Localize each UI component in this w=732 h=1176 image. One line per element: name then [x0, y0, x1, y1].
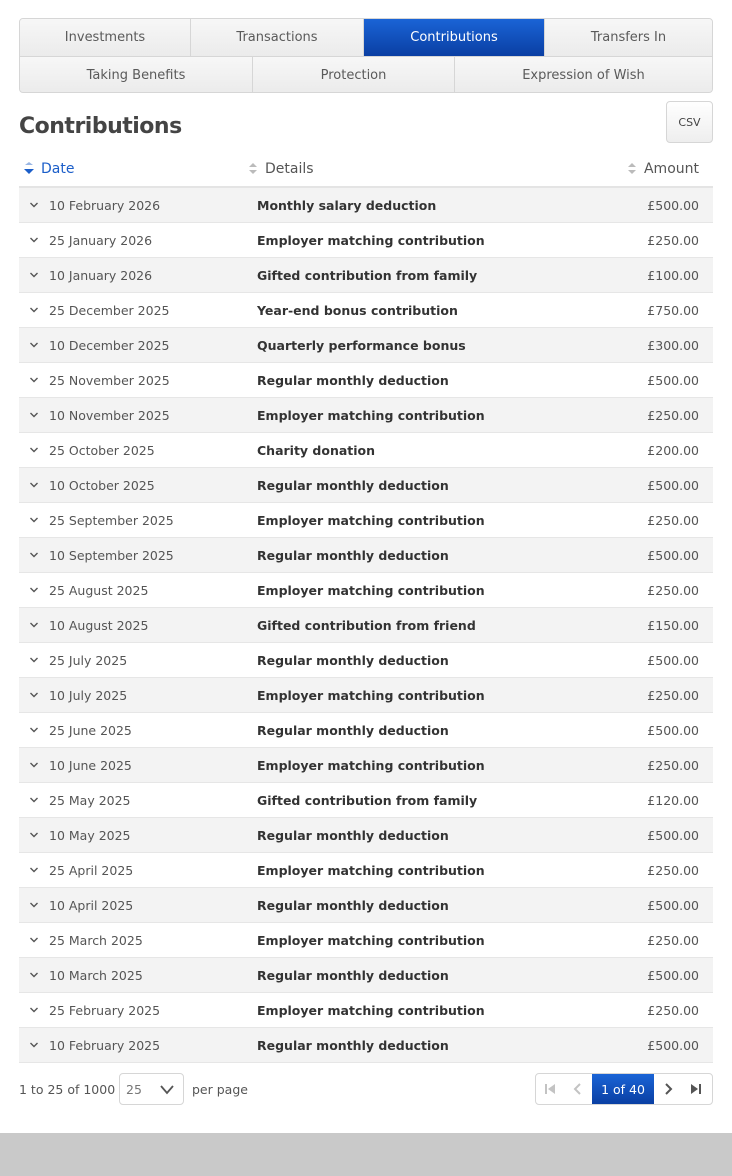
date-cell — [19, 268, 257, 283]
date-text: 10 January 2026 — [49, 267, 153, 283]
date-text: 10 May 2025 — [49, 827, 131, 843]
amount-cell: £500.00 — [647, 547, 699, 563]
amount-cell: £500.00 — [647, 1037, 699, 1053]
details-cell: Regular monthly deduction — [257, 967, 449, 983]
date-text: 25 February 2025 — [49, 1002, 161, 1018]
date-cell — [19, 548, 257, 563]
table-row[interactable] — [19, 713, 713, 748]
details-cell: Employer matching contribution — [257, 407, 485, 423]
table-row[interactable] — [19, 573, 713, 608]
tab-transactions[interactable]: Transactions — [191, 19, 364, 56]
table-row[interactable] — [19, 223, 713, 258]
chevron-down-icon[interactable] — [19, 516, 49, 524]
tab-protection[interactable]: Protection — [253, 57, 455, 93]
date-cell — [19, 758, 257, 773]
date-cell — [19, 233, 257, 248]
details-cell: Charity donation — [257, 442, 376, 458]
details-cell: Monthly salary deduction — [257, 197, 437, 213]
tab-expression-of-wish[interactable]: Expression of Wish — [455, 57, 712, 93]
chevron-down-icon[interactable] — [19, 621, 49, 629]
date-text: 25 May 2025 — [49, 792, 131, 808]
table-row[interactable] — [19, 853, 713, 888]
table-row[interactable] — [19, 818, 713, 853]
sort-icon — [626, 162, 638, 176]
date-cell — [19, 933, 257, 948]
date-cell — [19, 828, 257, 843]
date-text: 25 October 2025 — [49, 442, 155, 458]
amount-cell: £500.00 — [647, 652, 699, 668]
chevron-down-icon[interactable] — [19, 726, 49, 734]
date-cell — [19, 863, 257, 878]
chevron-down-icon[interactable] — [19, 656, 49, 664]
amount-cell: £200.00 — [647, 442, 699, 458]
chevron-down-icon[interactable] — [19, 236, 49, 244]
date-text: 10 July 2025 — [49, 687, 128, 703]
table-body — [19, 188, 713, 1063]
date-text: 10 August 2025 — [49, 617, 149, 633]
chevron-down-icon[interactable] — [19, 866, 49, 874]
date-text: 25 August 2025 — [49, 582, 149, 598]
amount-cell: £500.00 — [647, 372, 699, 388]
chevron-down-icon[interactable] — [19, 551, 49, 559]
per-page-select[interactable] — [119, 1073, 184, 1105]
first-page-button[interactable] — [536, 1074, 564, 1104]
chevron-down-icon[interactable] — [19, 831, 49, 839]
chevron-down-icon[interactable] — [19, 306, 49, 314]
date-cell — [19, 793, 257, 808]
table-row[interactable] — [19, 643, 713, 678]
date-cell — [19, 688, 257, 703]
table-footer — [19, 1071, 713, 1107]
details-header-label: Details — [265, 161, 314, 177]
details-cell: Regular monthly deduction — [257, 477, 449, 493]
chevron-down-icon[interactable] — [19, 586, 49, 594]
amount-cell: £750.00 — [647, 302, 699, 318]
details-cell: Employer matching contribution — [257, 932, 485, 948]
date-cell — [19, 478, 257, 493]
date-text: 25 April 2025 — [49, 862, 134, 878]
chevron-down-icon[interactable] — [19, 1006, 49, 1014]
date-cell — [19, 898, 257, 913]
date-cell — [19, 968, 257, 983]
date-cell — [19, 1003, 257, 1018]
date-text: 10 October 2025 — [49, 477, 155, 493]
details-cell: Quarterly performance bonus — [257, 337, 466, 353]
table-row[interactable] — [19, 538, 713, 573]
tab-row-2 — [20, 56, 712, 93]
date-header-label: Date — [41, 161, 75, 177]
date-text: 25 January 2026 — [49, 232, 153, 248]
table-row[interactable] — [19, 993, 713, 1028]
first-page-icon — [544, 1080, 556, 1099]
table-row[interactable] — [19, 398, 713, 433]
date-text: 25 March 2025 — [49, 932, 143, 948]
amount-cell: £500.00 — [647, 967, 699, 983]
amount-cell: £250.00 — [647, 1002, 699, 1018]
csv-export-button[interactable]: CSV — [666, 101, 713, 143]
date-text: 10 February 2025 — [49, 1037, 161, 1053]
date-text: 25 July 2025 — [49, 652, 128, 668]
date-cell — [19, 198, 257, 213]
date-cell — [19, 1038, 257, 1053]
chevron-down-icon[interactable] — [19, 796, 49, 804]
next-page-icon — [662, 1080, 674, 1099]
table-row[interactable] — [19, 923, 713, 958]
details-cell: Regular monthly deduction — [257, 722, 449, 738]
amount-cell: £250.00 — [647, 232, 699, 248]
table-row[interactable] — [19, 258, 713, 293]
range-text: 1 to 25 of 1000 — [19, 1082, 116, 1097]
date-cell — [19, 338, 257, 353]
date-cell — [19, 443, 257, 458]
amount-cell: £250.00 — [647, 512, 699, 528]
amount-cell: £500.00 — [647, 897, 699, 913]
details-cell: Employer matching contribution — [257, 862, 485, 878]
details-cell: Employer matching contribution — [257, 582, 485, 598]
table-row[interactable] — [19, 328, 713, 363]
date-text: 25 November 2025 — [49, 372, 170, 388]
date-text: 25 June 2025 — [49, 722, 132, 738]
table-row[interactable] — [19, 748, 713, 783]
details-cell: Regular monthly deduction — [257, 897, 449, 913]
per-page-value: 25 — [126, 1082, 142, 1097]
table-row[interactable] — [19, 363, 713, 398]
date-text: 10 September 2025 — [49, 547, 174, 563]
current-page-indicator: 1 of 40 — [592, 1074, 654, 1104]
amount-cell: £250.00 — [647, 407, 699, 423]
tab-transfers-in[interactable]: Transfers In — [545, 19, 712, 56]
table-row[interactable] — [19, 503, 713, 538]
details-cell: Gifted contribution from family — [257, 792, 478, 808]
amount-cell: £250.00 — [647, 687, 699, 703]
details-cell: Gifted contribution from friend — [257, 617, 476, 633]
details-cell: Employer matching contribution — [257, 1002, 485, 1018]
amount-cell: £250.00 — [647, 862, 699, 878]
amount-cell: £250.00 — [647, 932, 699, 948]
date-text: 10 April 2025 — [49, 897, 134, 913]
details-cell: Gifted contribution from family — [257, 267, 478, 283]
details-column-header[interactable] — [247, 161, 547, 177]
details-cell: Employer matching contribution — [257, 757, 485, 773]
date-text: 25 December 2025 — [49, 302, 170, 318]
table-row[interactable] — [19, 783, 713, 818]
date-text: 10 December 2025 — [49, 337, 170, 353]
prev-page-icon — [572, 1080, 584, 1099]
table-row[interactable] — [19, 293, 713, 328]
details-cell: Regular monthly deduction — [257, 547, 449, 563]
last-page-icon — [690, 1080, 702, 1099]
amount-column-header[interactable] — [547, 161, 713, 177]
table-row[interactable] — [19, 678, 713, 713]
amount-cell: £500.00 — [647, 827, 699, 843]
amount-cell: £120.00 — [647, 792, 699, 808]
table-header — [19, 152, 713, 188]
table-row[interactable] — [19, 1028, 713, 1063]
chevron-down-icon[interactable] — [19, 481, 49, 489]
details-cell: Employer matching contribution — [257, 687, 485, 703]
prev-page-button[interactable] — [564, 1074, 592, 1104]
date-cell — [19, 408, 257, 423]
chevron-down-icon[interactable] — [19, 201, 49, 209]
date-cell — [19, 723, 257, 738]
details-cell: Year-end bonus contribution — [257, 302, 458, 318]
page-title: Contributions — [19, 114, 182, 139]
chevron-down-icon[interactable] — [19, 936, 49, 944]
details-cell: Employer matching contribution — [257, 512, 485, 528]
date-text: 25 September 2025 — [49, 512, 174, 528]
date-cell — [19, 653, 257, 668]
chevron-down-icon[interactable] — [19, 341, 49, 349]
date-cell — [19, 513, 257, 528]
date-cell — [19, 618, 257, 633]
tab-bar — [19, 18, 713, 93]
tab-row-1 — [20, 19, 712, 56]
table-row[interactable] — [19, 433, 713, 468]
amount-cell: £250.00 — [647, 582, 699, 598]
details-cell: Employer matching contribution — [257, 232, 485, 248]
date-cell — [19, 583, 257, 598]
table-row[interactable] — [19, 608, 713, 643]
chevron-down-icon[interactable] — [19, 271, 49, 279]
details-cell: Regular monthly deduction — [257, 827, 449, 843]
chevron-down-icon[interactable] — [19, 691, 49, 699]
details-cell: Regular monthly deduction — [257, 1037, 449, 1053]
date-cell — [19, 303, 257, 318]
pagination — [535, 1073, 713, 1105]
chevron-down-icon[interactable] — [19, 376, 49, 384]
amount-cell: £300.00 — [647, 337, 699, 353]
amount-cell: £500.00 — [647, 722, 699, 738]
amount-cell: £500.00 — [647, 197, 699, 213]
sort-icon — [247, 162, 259, 176]
amount-cell: £250.00 — [647, 757, 699, 773]
amount-cell: £100.00 — [647, 267, 699, 283]
table-row[interactable] — [19, 888, 713, 923]
date-text: 10 November 2025 — [49, 407, 170, 423]
date-cell — [19, 373, 257, 388]
amount-header-label: Amount — [643, 161, 699, 177]
chevron-down-icon[interactable] — [19, 901, 49, 909]
details-cell: Regular monthly deduction — [257, 652, 449, 668]
date-text: 10 June 2025 — [49, 757, 132, 773]
chevron-down-icon — [159, 1083, 175, 1100]
tab-contributions[interactable]: Contributions — [364, 19, 545, 56]
tab-investments[interactable]: Investments — [20, 19, 191, 56]
date-text: 10 February 2026 — [49, 197, 161, 213]
per-page-label: per page — [192, 1082, 248, 1097]
chevron-down-icon[interactable] — [19, 411, 49, 419]
chevron-down-icon[interactable] — [19, 761, 49, 769]
date-text: 10 March 2025 — [49, 967, 143, 983]
sort-desc-icon — [23, 162, 35, 176]
chevron-down-icon[interactable] — [19, 1041, 49, 1049]
next-page-button[interactable] — [654, 1074, 682, 1104]
table-row[interactable] — [19, 958, 713, 993]
chevron-down-icon[interactable] — [19, 446, 49, 454]
last-page-button[interactable] — [682, 1074, 710, 1104]
tab-taking-benefits[interactable]: Taking Benefits — [20, 57, 253, 93]
details-cell: Regular monthly deduction — [257, 372, 449, 388]
table-row[interactable] — [19, 468, 713, 503]
chevron-down-icon[interactable] — [19, 971, 49, 979]
date-column-header[interactable] — [19, 161, 247, 177]
contributions-table — [19, 152, 713, 1063]
amount-cell: £500.00 — [647, 477, 699, 493]
amount-cell: £150.00 — [647, 617, 699, 633]
table-row[interactable] — [19, 188, 713, 223]
